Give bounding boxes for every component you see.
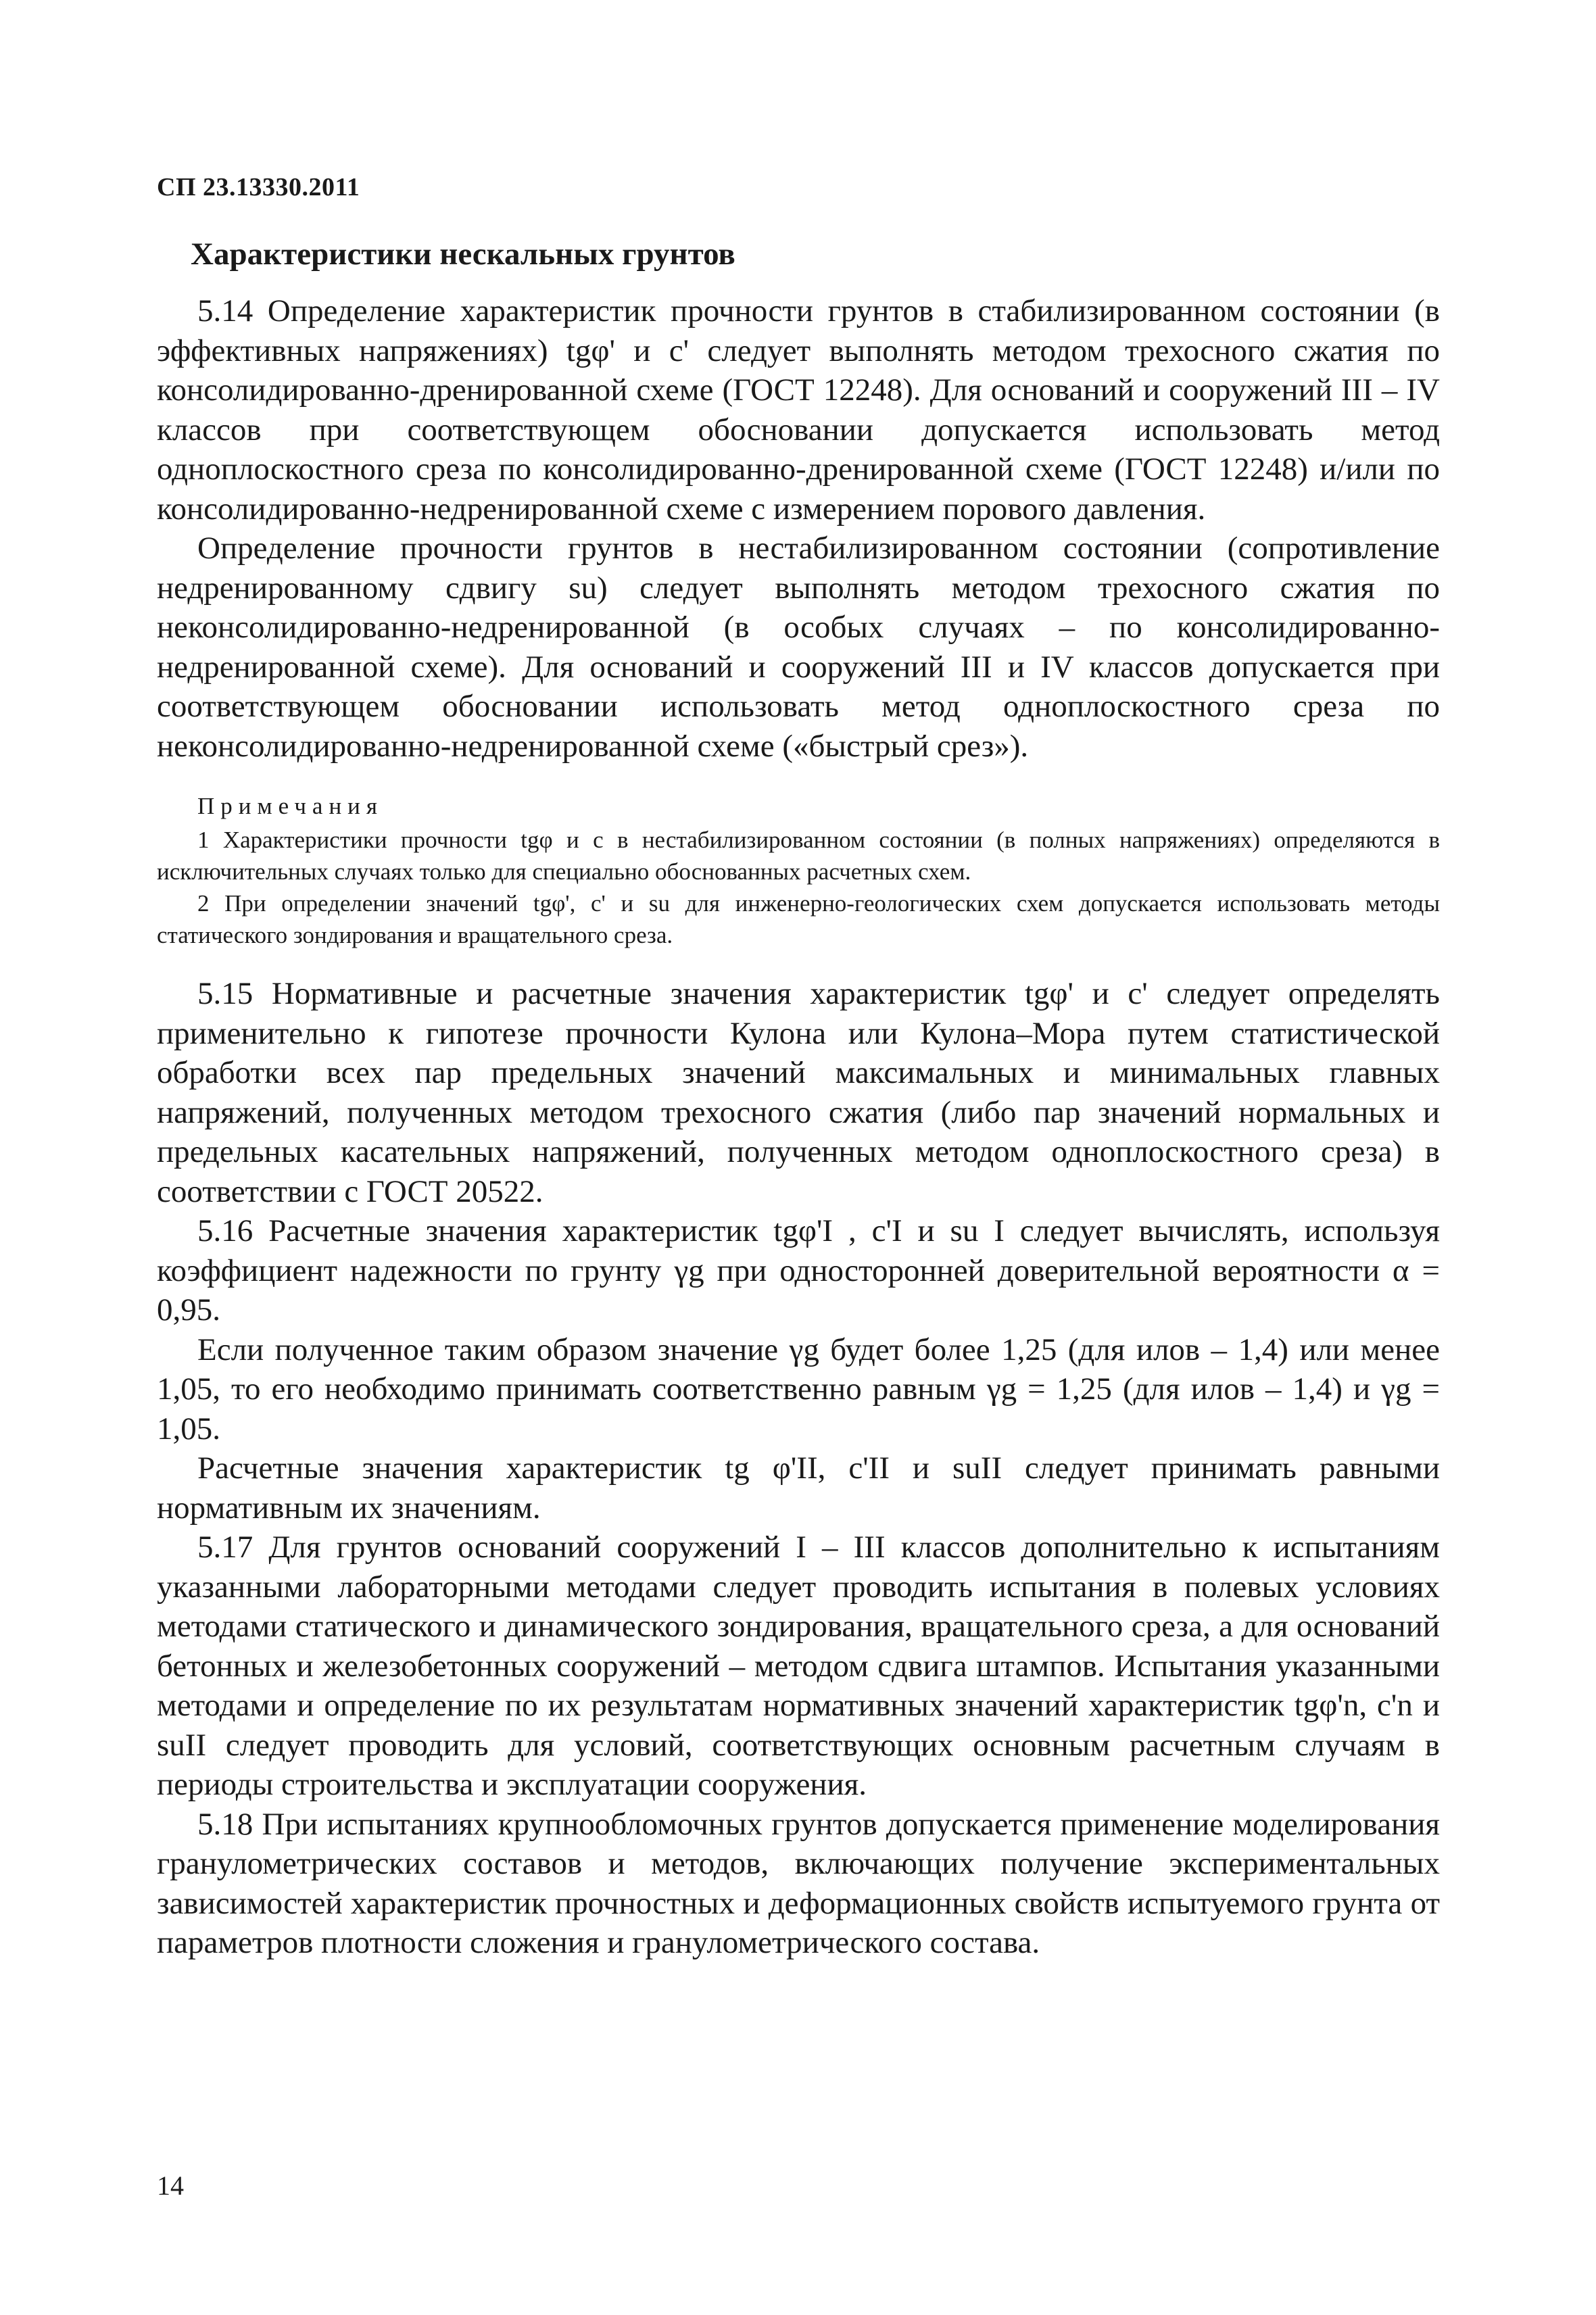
note-1: 1 Характеристики прочности tgφ и c в нестабилизированном состоянии (в полных напряжениях) определяются в исключительных случаях только для специально обоснованных расчетных схем.: [157, 827, 1440, 885]
paragraph-5-16-design-values: Расчетные значения характеристик tg φ'II, c'II и suII следует принимать равными нормативным их значениям.: [157, 1451, 1440, 1526]
paragraph-5-18: 5.18 При испытаниях крупнообломочных грунтов допускается применение моделирования гранулометрических составов и методов, включающих получение экспериментальных зависимостей характеристик прочностных и деформационных свойств испытуемого грунта от параметров плотности сложения и гранулометрического состава.: [157, 1806, 1440, 1960]
document-page: [157, 172, 1440, 1963]
paragraph-5-16: 5.16 Расчетные значения характеристик tgφ'I , c'I и su I следует вычислять, используя коэффициент надежности по грунту γg при односторонней доверительной вероятности α = 0,95.: [157, 1213, 1440, 1327]
paragraph-5-14: 5.14 Определение характеристик прочности грунтов в стабилизированном состоянии (в эффективных напряжениях) tgφ' и c' следует выполнять методом трехосного сжатия по консолидированно-дренированной схеме (ГОСТ 12248). Для оснований и сооружений III – IV классов при соответствующем обосновании допускается использовать метод одноплоскостного среза по консолидированно-дренированной схеме (ГОСТ 12248) и/или по консолидированно-недренированной схеме с измерением порового давления.: [157, 293, 1440, 527]
paragraph-5-17: 5.17 Для грунтов оснований сооружений I – III классов дополнительно к испытаниям указанными лабораторными методами следует проводить испытания в полевых условиях методами статического и динамического зондирования, вращательного среза, а для оснований бетонных и железобетонных сооружений – методом сдвига штампов. Испытания указанными методами и определение по их результатам нормативных значений характеристик tgφ'n, c'n и suII следует проводить для условий, соответствующих основным расчетным случаям в периоды строительства и эксплуатации сооружения.: [157, 1530, 1440, 1802]
paragraph-5-16-continued: Если полученное таким образом значение γg будет более 1,25 (для илов – 1,4) или менее 1,05, то его необходимо принимать соответственно равным γg = 1,25 (для илов – 1,4) и γg = 1,05.: [157, 1332, 1440, 1446]
notes-block: [157, 789, 1440, 951]
paragraph-5-14-continued: Определение прочности грунтов в нестабилизированном состоянии (сопротивление недренированному сдвигу su) следует выполнять методом трехосного сжатия по неконсолидированно-недренированной (в особых случаях – по консолидированно-недренированной схеме). Для оснований и сооружений III и IV классов допускается при соответствующем обосновании использовать метод одноплоскостного среза по неконсолидированно-недренированной схеме («быстрый срез»).: [157, 531, 1440, 764]
paragraph-5-15: 5.15 Нормативные и расчетные значения характеристик tgφ' и c' следует определять применительно к гипотезе прочности Кулона или Кулона–Мора путем статистической обработки всех пар предельных значений максимальных и минимальных главных напряжений, полученных методом трехосного сжатия (либо пар значений нормальных и предельных касательных напряжений, полученных методом одноплоскостного среза) в соответствии с ГОСТ 20522.: [157, 976, 1440, 1209]
document-code: СП 23.13330.2011: [157, 173, 360, 201]
note-2: 2 При определении значений tgφ', c' и su для инженерно-геологических схем допускается использовать методы статического зондирования и вращательного среза.: [157, 890, 1440, 948]
notes-heading: Примечания: [197, 793, 384, 819]
page-number: 14: [157, 2170, 184, 2201]
section-title: Характеристики нескальных грунтов: [191, 237, 735, 272]
